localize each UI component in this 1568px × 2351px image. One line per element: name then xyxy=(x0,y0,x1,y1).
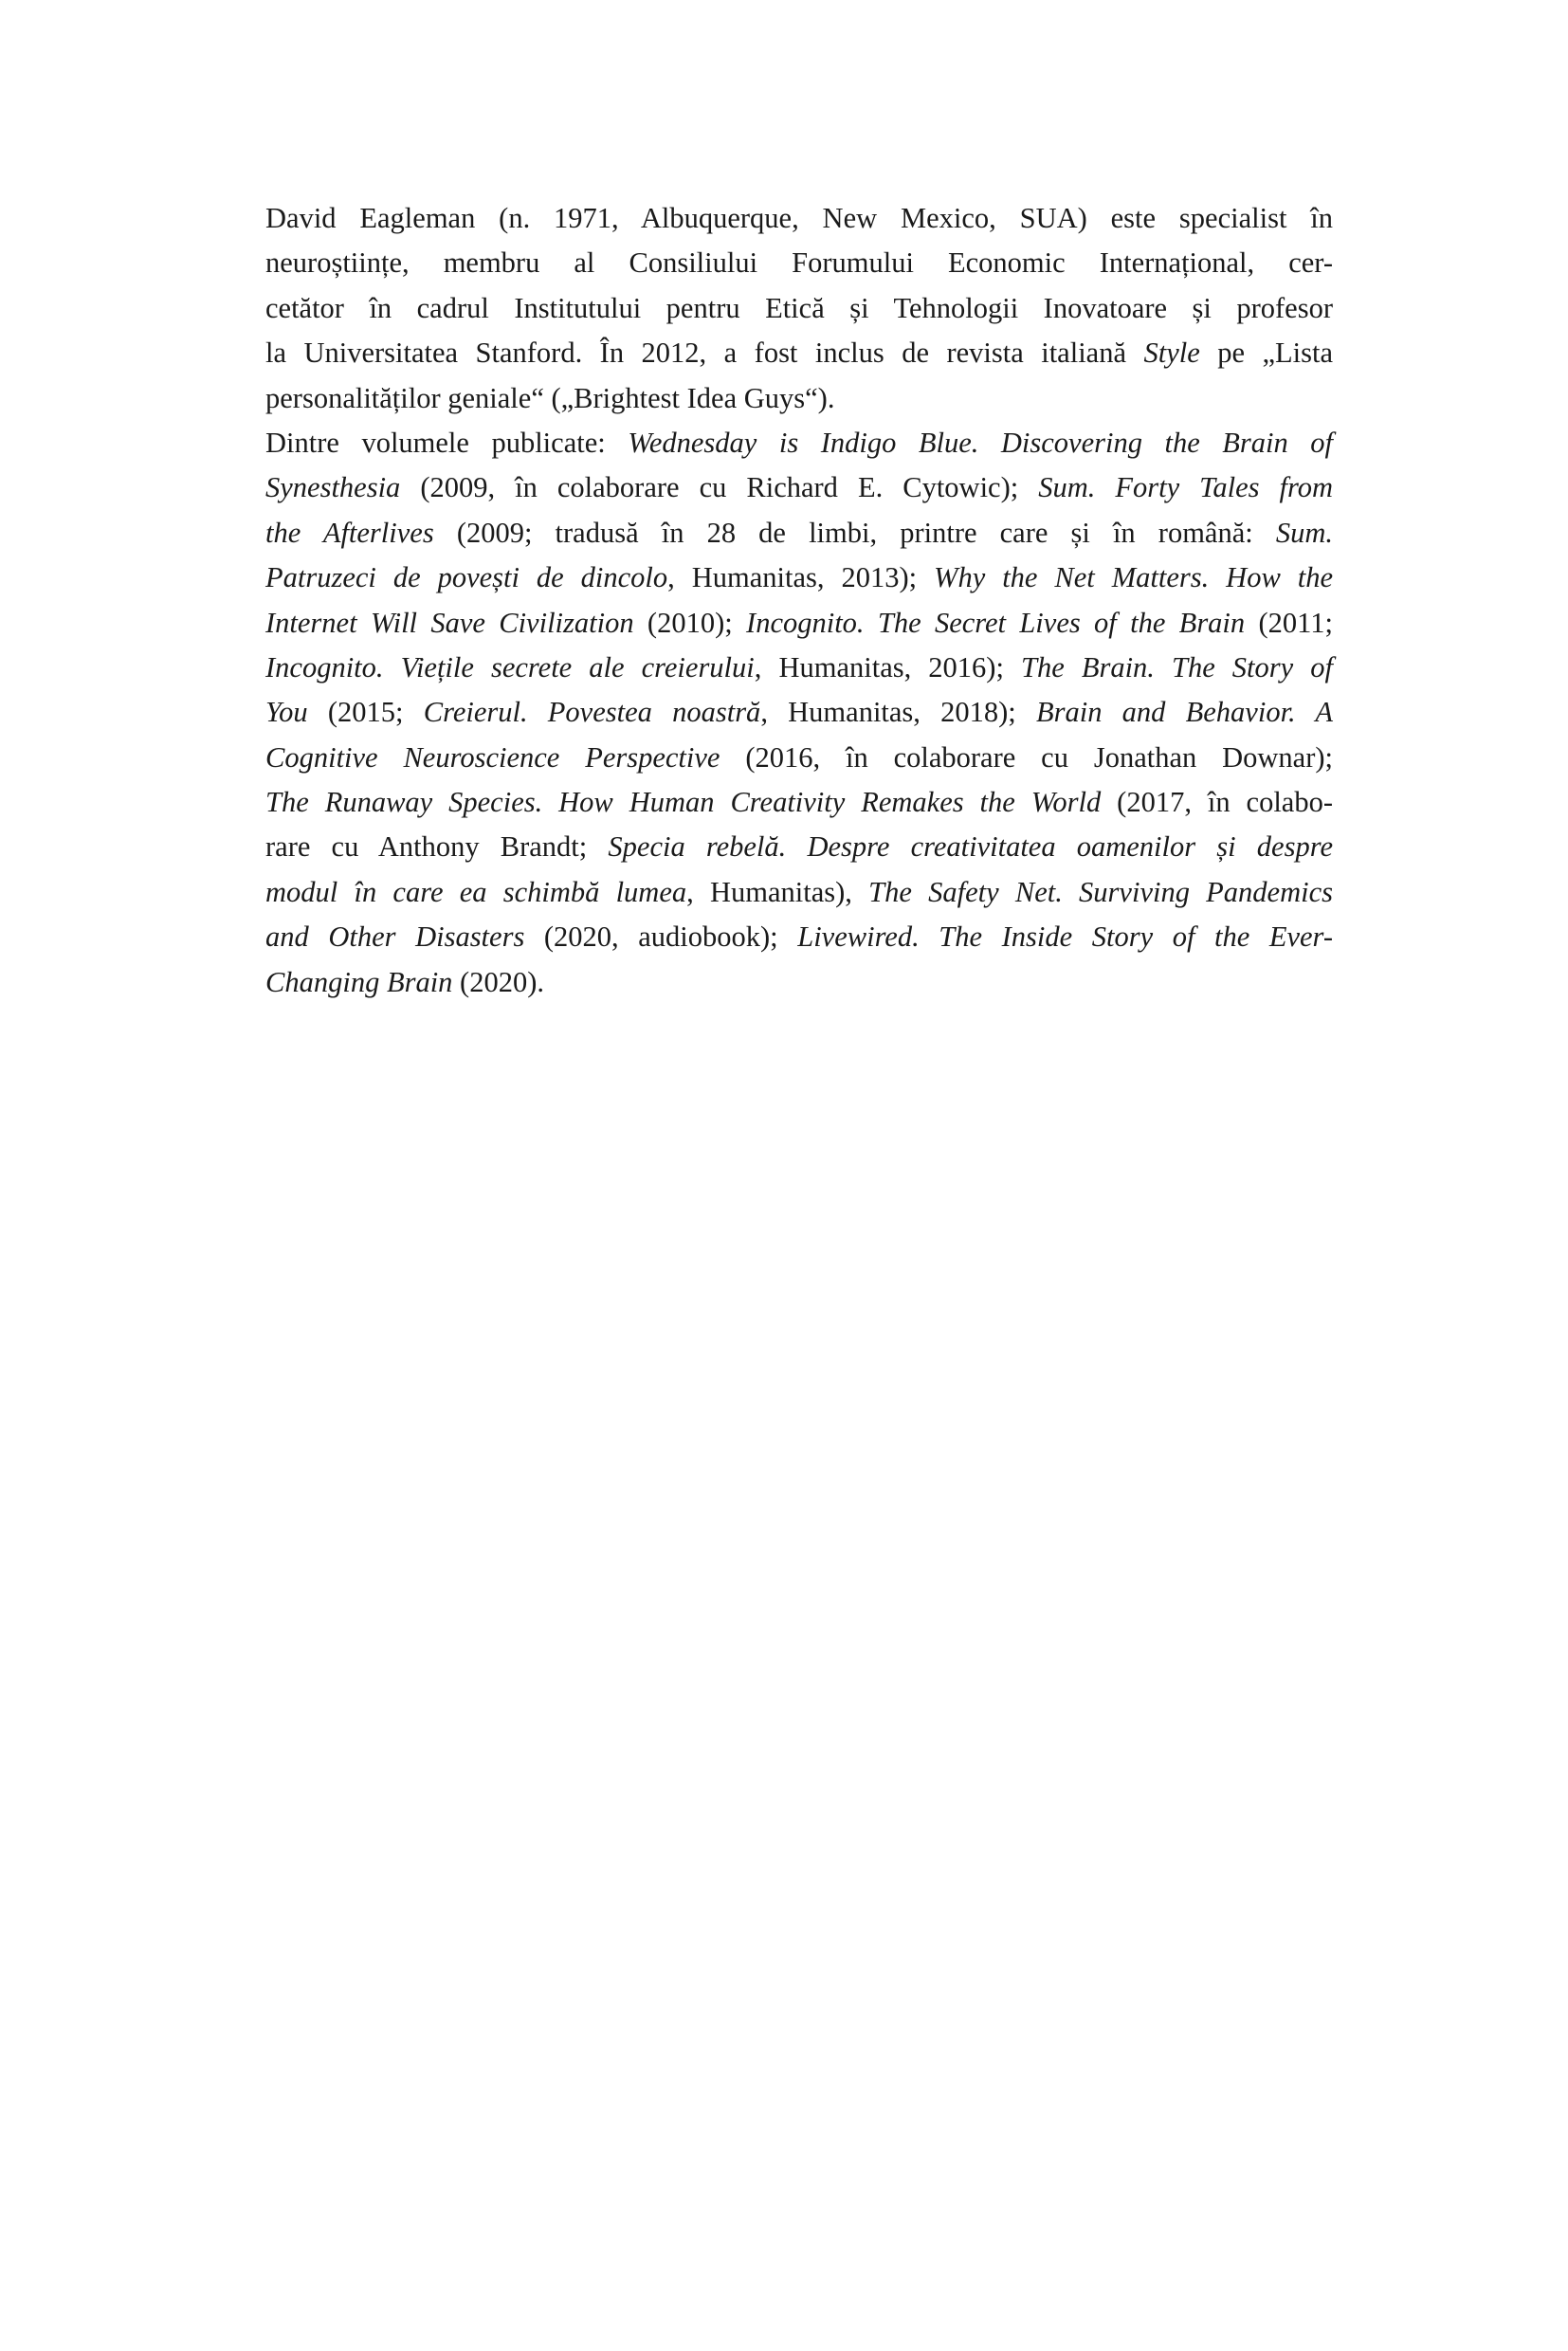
body-text: pe „Lista xyxy=(1199,337,1333,370)
italic-title-text: Style xyxy=(1143,337,1200,370)
text-line xyxy=(265,511,1333,556)
text-line xyxy=(265,286,1333,331)
body-text: la Universitatea Stanford. În 2012, a fost inclus de revista italiană xyxy=(265,337,1144,370)
italic-title-text: The Brain. The Story of xyxy=(1021,650,1333,683)
body-text: (2009, în colaborare cu Richard E. Cytowic); xyxy=(400,471,1039,504)
body-text: (2015; xyxy=(307,696,424,729)
body-text: (2020). xyxy=(452,965,544,998)
italic-title-text: Cognitive Neuroscience Perspective xyxy=(265,740,720,774)
text-line xyxy=(265,780,1333,825)
text-line xyxy=(265,331,1333,375)
italic-title-text: The Safety Net. Surviving Pandemics xyxy=(868,875,1333,908)
italic-title-text: Sum. Forty Tales from xyxy=(1038,471,1333,504)
text-line xyxy=(265,915,1333,959)
body-text: (2011; xyxy=(1245,606,1333,639)
italic-title-text: Sum. xyxy=(1275,516,1333,549)
italic-title-text: Internet Will Save Civilization xyxy=(265,606,634,639)
body-text: , Humanitas), xyxy=(686,875,869,908)
text-line xyxy=(265,421,1333,465)
text-line xyxy=(265,960,1333,1005)
italic-title-text: Patruzeci de povești de dincolo xyxy=(265,561,668,594)
body-text: (2016, în colaborare cu Jonathan Downar); xyxy=(720,740,1333,774)
italic-title-text: and Other Disasters xyxy=(265,920,525,954)
text-line xyxy=(265,825,1333,869)
italic-title-text: Specia rebelă. Despre creativitatea oamenilor și despre xyxy=(608,830,1333,864)
italic-title-text: Incognito. The Secret Lives of the Brain xyxy=(746,606,1246,639)
italic-title-text: modul în care ea schimbă lumea xyxy=(265,875,687,908)
italic-title-text: Livewired. The Inside Story of the Ever- xyxy=(797,920,1333,954)
italic-title-text: Synesthesia xyxy=(265,471,401,504)
italic-title-text: Why the Net Matters. How the xyxy=(934,561,1334,594)
body-text: neuroștiințe, membru al Consiliului Forumului Economic Internațional, cer- xyxy=(265,246,1333,280)
body-text: personalităților geniale“ („Brightest Idea Guys“). xyxy=(265,381,835,414)
text-line xyxy=(265,465,1333,510)
text-line xyxy=(265,196,1333,241)
body-text: , Humanitas, 2016); xyxy=(754,650,1021,683)
body-text: , Humanitas, 2013); xyxy=(667,561,935,594)
author-bio-text xyxy=(265,196,1333,1005)
body-text: (2017, în colabo- xyxy=(1101,786,1333,819)
italic-title-text: Changing Brain xyxy=(265,965,453,998)
italic-title-text: Incognito. Viețile secrete ale creierului xyxy=(265,650,755,683)
body-text: (2020, audiobook); xyxy=(524,920,798,954)
body-text: (2009; tradusă în 28 de limbi, printre care și în română: xyxy=(433,516,1276,549)
italic-title-text: the Afterlives xyxy=(265,516,434,549)
text-line xyxy=(265,241,1333,285)
text-line xyxy=(265,690,1333,735)
italic-title-text: Wednesday is Indigo Blue. Discovering the Brain of xyxy=(628,426,1333,459)
italic-title-text: Creierul. Povestea noastră xyxy=(423,696,761,729)
text-line xyxy=(265,870,1333,915)
body-text: , Humanitas, 2018); xyxy=(760,696,1036,729)
text-line xyxy=(265,556,1333,600)
body-text: cetător în cadrul Institutului pentru Etică și Tehnologii Inovatoare și profesor xyxy=(265,291,1333,324)
italic-title-text: You xyxy=(265,696,308,729)
body-text: rare cu Anthony Brandt; xyxy=(265,830,609,864)
body-text: Dintre volumele publicate: xyxy=(265,426,629,459)
text-line xyxy=(265,376,1333,421)
body-text: David Eagleman (n. 1971, Albuquerque, New Mexico, SUA) este specialist în xyxy=(265,202,1333,234)
italic-title-text: Brain and Behavior. A xyxy=(1035,696,1333,729)
italic-title-text: The Runaway Species. How Human Creativity Remakes the World xyxy=(265,786,1102,819)
body-text: (2010); xyxy=(633,606,747,639)
text-line xyxy=(265,646,1333,690)
text-line xyxy=(265,601,1333,646)
text-line xyxy=(265,736,1333,780)
